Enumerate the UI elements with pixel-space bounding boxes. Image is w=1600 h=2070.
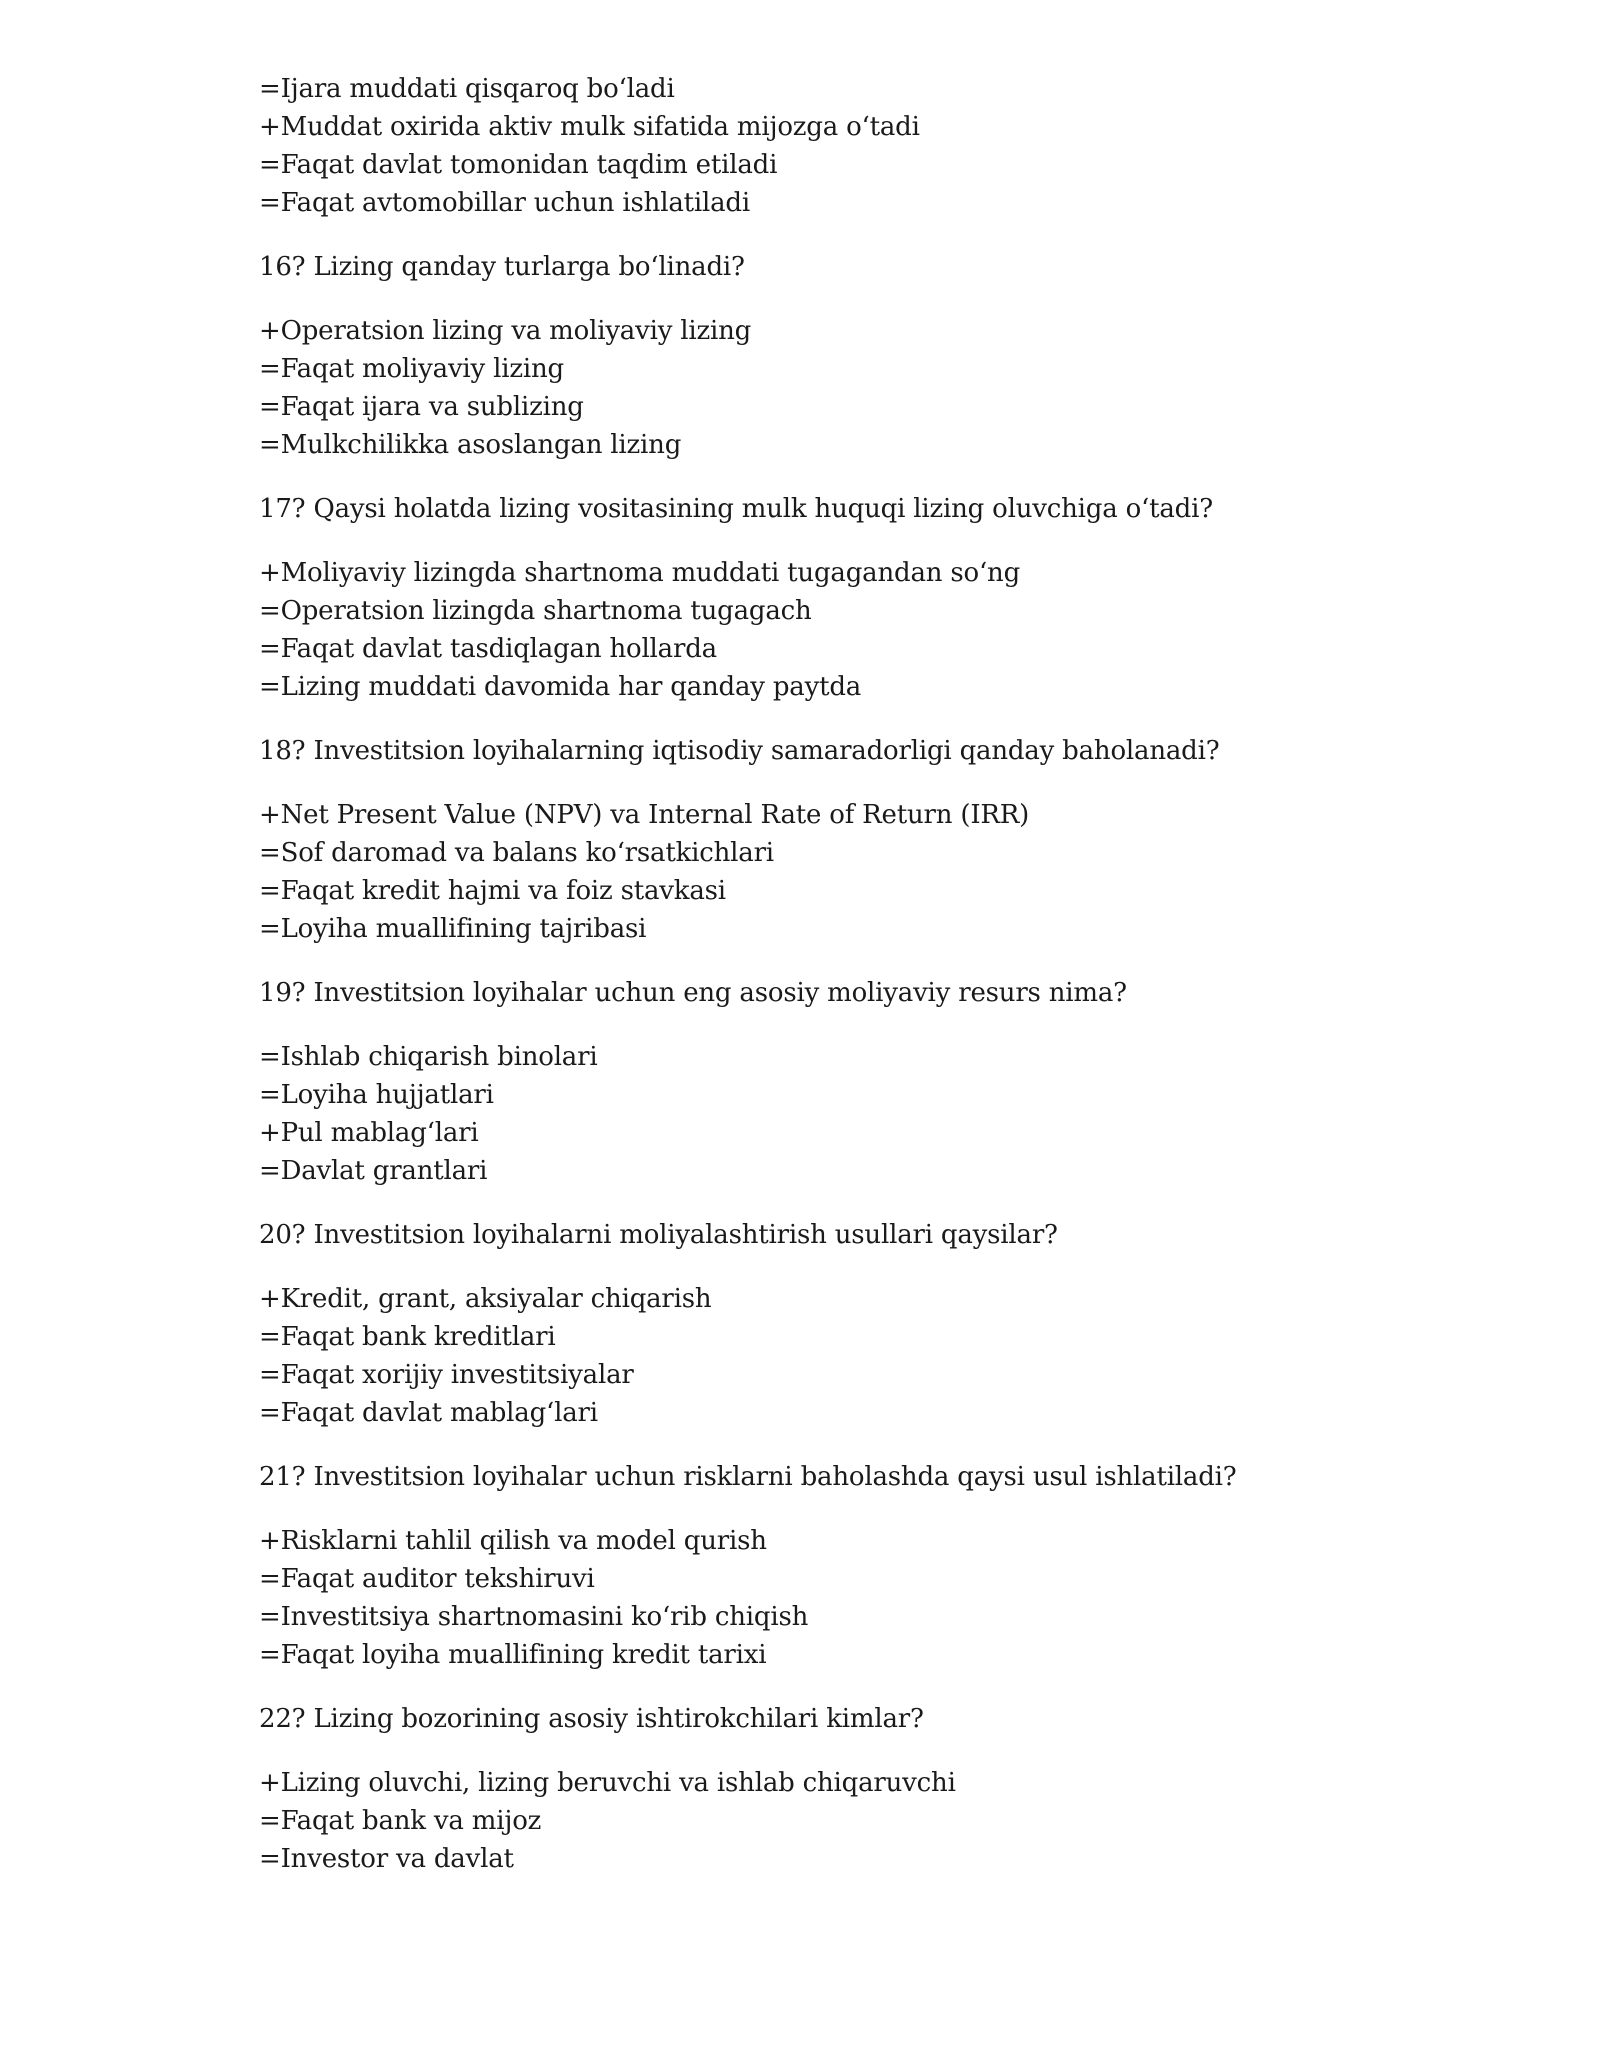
answer-option: =Faqat kredit hajmi va foiz stavkasi (259, 876, 726, 906)
continued-options (259, 70, 1439, 222)
options-17 (259, 554, 1439, 706)
options-16 (259, 312, 1439, 464)
answer-option: =Sof daromad va balans ko‘rsatkichlari (259, 838, 774, 868)
answer-option: =Loyiha muallifining tajribasi (259, 914, 647, 944)
question-17: 17? Qaysi holatda lizing vositasining mulk huquqi lizing oluvchiga o‘tadi? (259, 494, 1213, 524)
options-21 (259, 1522, 1439, 1674)
answer-option: =Davlat grantlari (259, 1156, 488, 1186)
answer-option: =Faqat auditor tekshiruvi (259, 1564, 595, 1594)
options-18 (259, 796, 1439, 948)
answer-option: =Faqat davlat tomonidan taqdim etiladi (259, 150, 778, 180)
answer-option: =Faqat avtomobillar uchun ishlatiladi (259, 188, 750, 218)
answer-option: =Faqat bank va mijoz (259, 1806, 542, 1836)
answer-option: =Ishlab chiqarish binolari (259, 1042, 598, 1072)
question-16: 16? Lizing qanday turlarga bo‘linadi? (259, 252, 745, 282)
answer-option: +Muddat oxirida aktiv mulk sifatida mijozga o‘tadi (259, 112, 920, 142)
answer-option: +Moliyaviy lizingda shartnoma muddati tugagandan so‘ng (259, 558, 1021, 588)
question-20: 20? Investitsion loyihalarni moliyalashtirish usullari qaysilar? (259, 1220, 1058, 1250)
question-18: 18? Investitsion loyihalarning iqtisodiy samaradorligi qanday baholanadi? (259, 736, 1220, 766)
options-19 (259, 1038, 1439, 1190)
answer-option: =Ijara muddati qisqaroq bo‘ladi (259, 74, 675, 104)
answer-option: =Faqat davlat tasdiqlagan hollarda (259, 634, 717, 664)
answer-option: =Investor va davlat (259, 1844, 514, 1874)
answer-option: =Lizing muddati davomida har qanday paytda (259, 672, 862, 702)
question-22: 22? Lizing bozorining asosiy ishtirokchilari kimlar? (259, 1704, 924, 1734)
answer-option: =Mulkchilikka asoslangan lizing (259, 430, 682, 460)
options-22 (259, 1764, 1439, 1878)
answer-option: =Faqat moliyaviy lizing (259, 354, 564, 384)
answer-option: =Loyiha hujjatlari (259, 1080, 494, 1110)
answer-option: =Faqat loyiha muallifining kredit tarixi (259, 1640, 767, 1670)
options-20 (259, 1280, 1439, 1432)
answer-option: =Faqat xorijiy investitsiyalar (259, 1360, 634, 1390)
answer-option: =Faqat ijara va sublizing (259, 392, 584, 422)
answer-option: +Operatsion lizing va moliyaviy lizing (259, 316, 752, 346)
answer-option: =Investitsiya shartnomasini ko‘rib chiqish (259, 1602, 809, 1632)
answer-option: +Kredit, grant, aksiyalar chiqarish (259, 1284, 712, 1314)
answer-option: +Lizing oluvchi, lizing beruvchi va ishlab chiqaruvchi (259, 1768, 956, 1798)
answer-option: =Operatsion lizingda shartnoma tugagach (259, 596, 812, 626)
answer-option: +Risklarni tahlil qilish va model qurish (259, 1526, 767, 1556)
answer-option: =Faqat bank kreditlari (259, 1322, 556, 1352)
question-19: 19? Investitsion loyihalar uchun eng asosiy moliyaviy resurs nima? (259, 978, 1127, 1008)
question-21: 21? Investitsion loyihalar uchun risklarni baholashda qaysi usul ishlatiladi? (259, 1462, 1237, 1492)
answer-option: =Faqat davlat mablag‘lari (259, 1398, 598, 1428)
answer-option: +Net Present Value (NPV) va Internal Rate of Return (IRR) (259, 800, 1030, 830)
quiz-content (259, 70, 1439, 1904)
answer-option: +Pul mablag‘lari (259, 1118, 479, 1148)
